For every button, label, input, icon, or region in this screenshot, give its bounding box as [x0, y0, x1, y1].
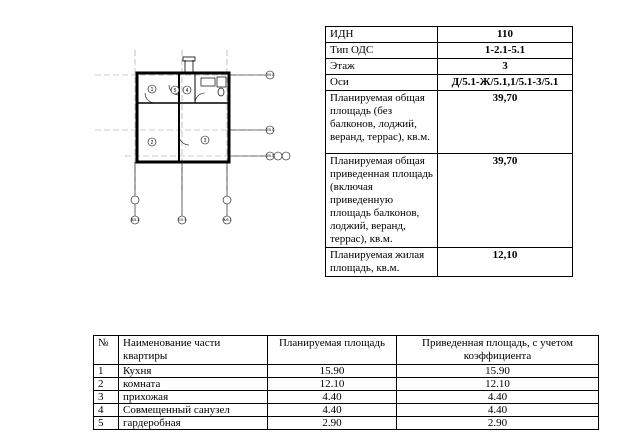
- rooms-header-row: [94, 336, 599, 365]
- prop-value: 1-2.1-5.1: [438, 43, 573, 59]
- cell-area: 2.90: [268, 417, 397, 430]
- table-row: [94, 404, 599, 417]
- cell-area: 12.10: [268, 378, 397, 391]
- prop-value: 39,70: [438, 91, 573, 154]
- table-row: [94, 378, 599, 391]
- cell-name: комната: [119, 378, 268, 391]
- cell-name: Кухня: [119, 365, 268, 378]
- prop-value: 3: [438, 59, 573, 75]
- axis-label-2: 2/5.1: [266, 128, 274, 132]
- prop-row-type: [326, 43, 573, 59]
- header-reduced: Приведенная площадь, с учетом коэффициента: [397, 336, 599, 365]
- prop-key: Тип ОДС: [326, 43, 438, 59]
- header-num: №: [94, 336, 119, 365]
- axis-label-1: 1/5.1: [266, 73, 274, 77]
- axis-label-d: Д/5.1: [130, 218, 140, 222]
- axis-label-e: Е/5.1: [177, 218, 187, 222]
- prop-key: Оси: [326, 75, 438, 91]
- prop-row-floor: [326, 59, 573, 75]
- cell-num: 5: [94, 417, 119, 430]
- header-area: Планируемая площадь: [268, 336, 397, 365]
- floor-plan: [95, 40, 305, 240]
- cell-reduced: 2.90: [397, 417, 599, 430]
- prop-row-axes: [326, 75, 573, 91]
- prop-row-reduced-area: [326, 154, 573, 248]
- apartment-properties-table: [325, 26, 573, 277]
- cell-num: 1: [94, 365, 119, 378]
- prop-row-idn: [326, 27, 573, 43]
- header-name: Наименование части квартиры: [119, 336, 268, 365]
- prop-key: ИДН: [326, 27, 438, 43]
- prop-value: 12,10: [438, 248, 573, 277]
- prop-key: Планируемая общая площадь (без балконов, лоджий, веранд, террас), кв.м.: [326, 91, 438, 154]
- cell-num: 3: [94, 391, 119, 404]
- room-label-3: 3: [203, 138, 207, 144]
- prop-row-total-area: [326, 91, 573, 154]
- cell-name: Совмещенный санузел: [119, 404, 268, 417]
- prop-key: Планируемая жилая площадь, кв.м.: [326, 248, 438, 277]
- prop-key: Этаж: [326, 59, 438, 75]
- room-label-1: 1: [150, 87, 154, 93]
- axis-label-zh: Ж/5.1: [222, 218, 232, 222]
- room-label-5: 5: [173, 88, 177, 94]
- prop-value: 110: [438, 27, 573, 43]
- prop-value: 39,70: [438, 154, 573, 248]
- cell-reduced: 4.40: [397, 391, 599, 404]
- rooms-table: [93, 335, 599, 430]
- cell-num: 4: [94, 404, 119, 417]
- cell-reduced: 4.40: [397, 404, 599, 417]
- table-row: [94, 365, 599, 378]
- cell-name: гардеробная: [119, 417, 268, 430]
- cell-reduced: 15.90: [397, 365, 599, 378]
- cell-area: 4.40: [268, 391, 397, 404]
- cell-area: 15.90: [268, 365, 397, 378]
- cell-num: 2: [94, 378, 119, 391]
- table-row: [94, 391, 599, 404]
- prop-value: Д/5.1-Ж/5.1,1/5.1-3/5.1: [438, 75, 573, 91]
- cell-reduced: 12.10: [397, 378, 599, 391]
- prop-row-living-area: [326, 248, 573, 277]
- axis-label-3: 3/5.1: [266, 154, 274, 158]
- room-label-4: 4: [185, 88, 189, 94]
- room-label-2: 2: [150, 140, 154, 146]
- cell-name: прихожая: [119, 391, 268, 404]
- cell-area: 4.40: [268, 404, 397, 417]
- table-row: [94, 417, 599, 430]
- prop-key: Планируемая общая приведенная площадь (включая приведенную площадь балконов, лоджий, веранд, террас), кв.м.: [326, 154, 438, 248]
